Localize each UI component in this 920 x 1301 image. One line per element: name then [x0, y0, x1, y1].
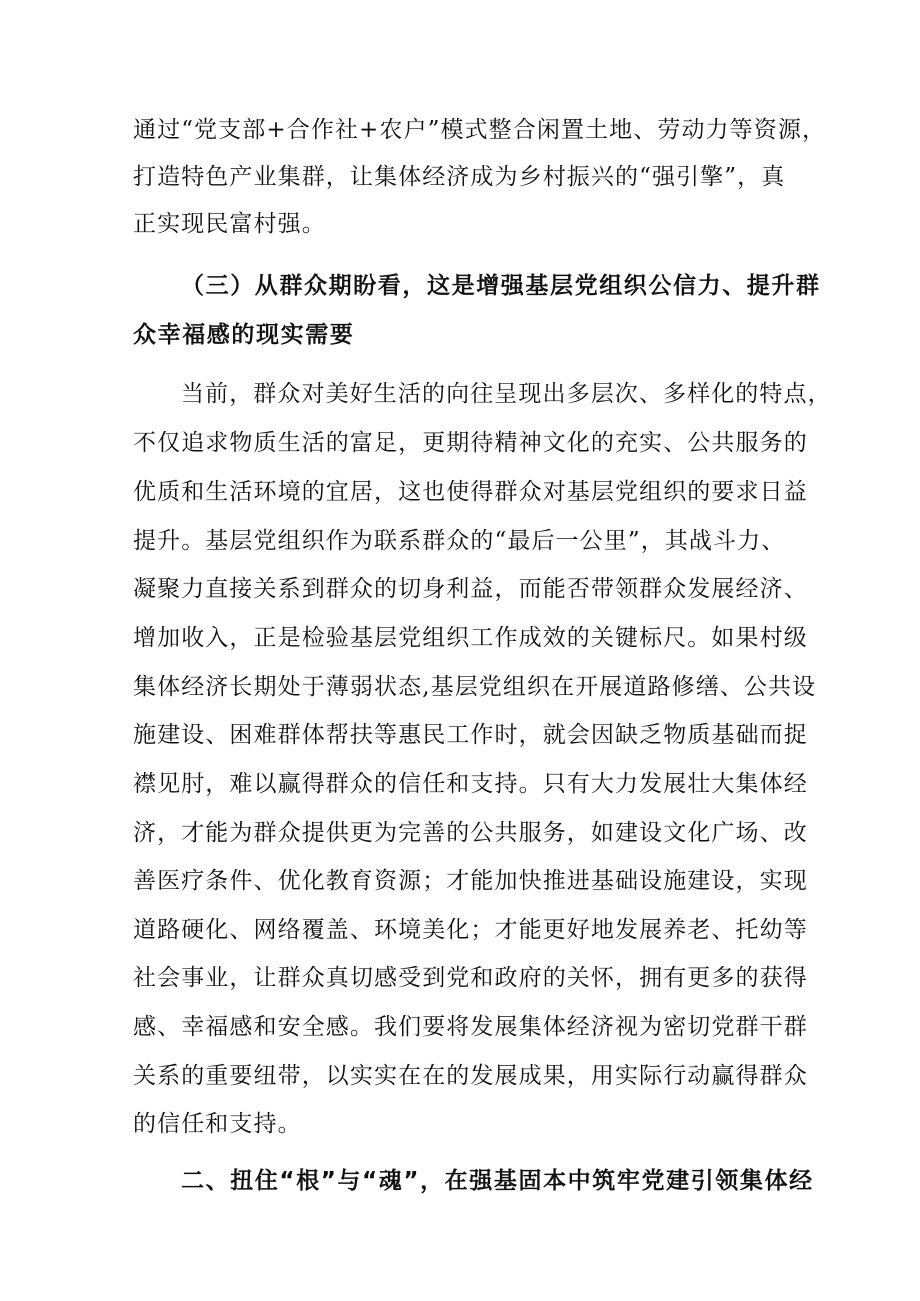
text-line: 社会事业，让群众真切感受到党和政府的关怀，拥有更多的获得 [133, 965, 808, 991]
text-line: 济，才能为群众提供更为完善的公共服务，如建设文化广场、改 [133, 820, 808, 846]
text-line: 襟见肘，难以赢得群众的信任和支持。只有大力发展壮大集体经 [133, 771, 808, 797]
text-line: 道路硬化、网络覆盖、环境美化；才能更好地发展养老、托幼等 [133, 917, 808, 943]
text-line: 提升。基层党组织作为联系群众的“最后一公里”，其战斗力、 [133, 528, 786, 554]
text-line: 增加收入，正是检验基层党组织工作成效的关键标尺。如果村级 [133, 625, 808, 651]
text-line: 不仅追求物质生活的富足，更期待精神文化的充实、公共服务的 [133, 430, 808, 456]
text-line: 关系的重要纽带，以实实在在的发展成果，用实际行动赢得群众 [133, 1063, 808, 1089]
text-line: 打造特色产业集群，让集体经济成为乡村振兴的“强引擎”，真 [133, 164, 786, 190]
heading-line: 众幸福感的现实需要 [133, 322, 355, 348]
text-line: 凝聚力直接关系到群众的切身利益，而能否带领群众发展经济、 [133, 576, 808, 602]
text-line: 优质和生活环境的宜居，这也使得群众对基层党组织的要求日益 [133, 479, 808, 505]
text-line: 当前，群众对美好生活的向往呈现出多层次、多样化的特点， [181, 381, 832, 407]
text-line: 感、幸福感和安全感。我们要将发展集体经济视为密切党群干群 [133, 1014, 808, 1040]
text-line: 通过“党支部+合作社+农户”模式整合闲置土地、劳动力等资源， [133, 117, 827, 143]
text-line: 施建设、困难群体帮扶等惠民工作时，就会因缺乏物质基础而捉 [133, 722, 808, 748]
text-line: 善医疗条件、优化教育资源；才能加快推进基础设施建设，实现 [133, 868, 808, 894]
text-line: 的信任和支持。 [133, 1111, 302, 1137]
heading-line: 二、扭住“根”与“魂”，在强基固本中筑牢党建引领集体经 [181, 1168, 814, 1194]
text-line: 集体经济长期处于薄弱状态,基层党组织在开展道路修缮、公共设 [133, 674, 817, 700]
text-line: 正实现民富村强。 [133, 211, 326, 237]
heading-line: （三）从群众期盼看，这是增强基层党组织公信力、提升群 [181, 273, 821, 299]
